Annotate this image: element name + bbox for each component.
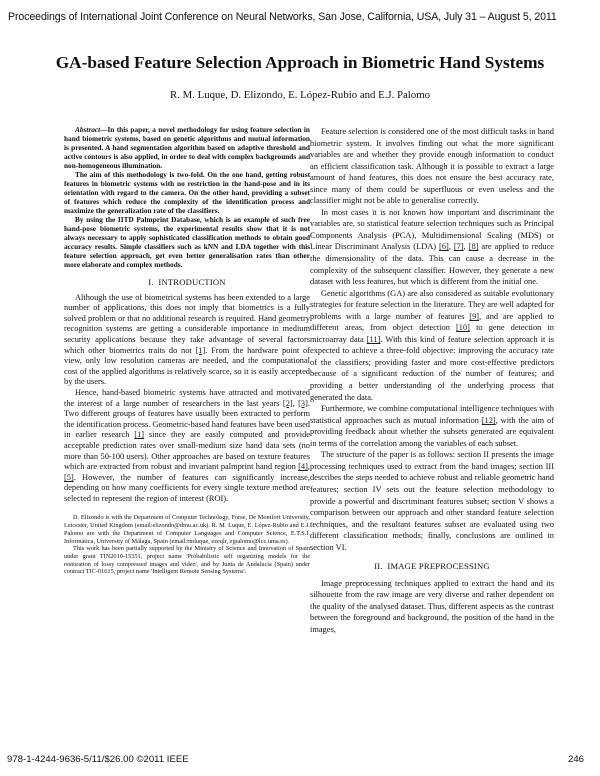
abstract-paragraph [64, 125, 310, 170]
citation-link[interactable]: [7] [453, 242, 464, 252]
citation-link[interactable]: [2] [282, 398, 293, 408]
paper-title: GA-based Feature Selection Approach in Biometric Hand Systems [55, 53, 545, 72]
citation-link[interactable]: [9] [469, 311, 480, 321]
citation-link[interactable]: [1] [134, 430, 145, 440]
abstract-text: In this paper, a novel methodology for using feature selection in hand biometric systems, based on genetic algorithms and mutual information is presented. A hand segmentation algorithm based on adaptive threshold and active contours is also applied, in order to deal with complex backgrounds and non-homogeneous illumination. [64, 125, 310, 170]
citation-link[interactable]: [5] [64, 472, 74, 482]
running-header: Proceedings of International Joint Conference on Neural Networks, San Jose, California, USA, July 31 – August 5, 2011 [8, 11, 557, 23]
citation-link[interactable]: [4] [298, 462, 308, 472]
footnote-funding: This work has been partially supported by the Ministry of Science and Innovation of Spain under grant TIN2010-15351, project name 'Probabilistic self organizing models for the restoration of lossy compressed images and video', and by Junta de Andalucía (Spain) under contract TIC-01615, project name 'Intelligent Remote Sensing Systems'. [64, 545, 310, 576]
abstract-paragraph: By using the IITD Palmprint Database, which is an example of such free hand-pose biometric systems, the experimental results show that it is not always necessary to apply sophisticated classification methods to obtain good accuracy results. Simple classifiers such as kNN and LDA together with this feature selection approach, get even better generalisation rates than other more elaborate and complex methods. [64, 215, 310, 269]
citation-link[interactable]: [6] [439, 242, 449, 252]
footer-isbn: 978-1-4244-9636-5/11/$26.00 ©2011 IEEE [7, 754, 189, 765]
abstract-dash: — [100, 125, 108, 134]
body-paragraph: In most cases it is not known how important and discriminant the variables are, so statistical feature selection techniques such as Principal Components Analysis (PCA), Multidimensional Scaling (MDS) or Linear Discriminant Analysis (LDA) [6], [7], [8] are applied to reduce the dimensionality of the data. This can cause a decrease in the complexity of the subsequent classifier. However, they generate a new dataset with less features, but which is different from the initial one. [310, 207, 554, 287]
citation-link[interactable]: [1] [195, 345, 206, 355]
intro-paragraph: Although the use of biometrical systems has been extended to a large number of applications, this does not imply that biometrics is a fully solved problem or that no additional research is required. Hand geometry recognition systems are getting a considerable importance in medium security applications because they take advantage of several factors which other biometrics traits do not [1]. From the hardware point of view, only low resolution cameras are needed, and the computational cost of the applied algorithms is relatively scarce, so it is easily accepted by the users. [64, 292, 310, 387]
section-heading-image-preprocessing: II. IMAGE PREPROCESSING [374, 561, 490, 572]
citation-link[interactable]: [11] [366, 334, 381, 344]
abstract [64, 125, 310, 269]
footnote-affiliations: D. Elizondo is with the Department of Computer Technology, Forse, De Montfort University, Leicester, United Kingdom (email:elizondo@dmu.ac.uk). R. M. Luque, E. López-Rubio and E.J. Palomo are with the Department of Computer Languages and Computer Science, E.T.S.I. Informática, University of Málaga, Spain (email:rmluque, ezeqlr, ejpalomo@lcc.uma.es). [64, 514, 310, 545]
right-column [310, 126, 554, 636]
body-paragraph: Genetic algorithms (GA) are also considered as suitable evolutionary strategies for feature selection in the literature. They are well adapted for problems with a large number of features [9], and are applied to different areas, from object detection [10] to gene detection in microarray data [11]. With this kind of feature selection approach it is expected to achieve a three-fold objective: improving the accuracy rate of the classifiers; providing faster and more cost-effective predictors because of a significant reduction of the number of features; and providing a better understanding of the underlying process that generated the data. [310, 288, 555, 402]
body-paragraph: Furthermore, we combine computational intelligence techniques with statistical approaches such as mutual information [12], with the aim of providing feedback about whether the subsets generated are equivalent in terms of the correlation among the variables of each subset. [310, 404, 554, 448]
citation-link[interactable]: [3] [298, 398, 308, 408]
body-paragraph: The structure of the paper is as follows: section II presents the image processing techniques used to extract from the hand images; section III describes the steps needed to achieve robust and reliable geometric hand features; section IV sets out the feature selection methodology to provide a powerful and discriminant features subset; section V shows a comparison between our approach and other standard feature selection techniques, and the resultant features subset are evaluated using two different classification methods; finally, conclusions are outlined in section VI. [310, 450, 554, 552]
abstract-label: Abstract [75, 125, 101, 134]
left-column [64, 125, 310, 576]
footnotes [64, 514, 310, 576]
citation-link[interactable]: [8] [468, 242, 479, 252]
section-heading-introduction: I. INTRODUCTION [148, 277, 226, 287]
intro-paragraph: Hence, hand-based biometric systems have attracted and motivated the interest of a large number of researchers in the last years [2], [3]. Two different groups of features have usually been extracted to perform the identification process. Geometric-based hand features have been used in earlier research [1] since they are easily computed and provide acceptable prediction rates over small-medium size hand data sets (no more than 50-100 users). Other approaches are based on texture features which are extracted from robust and invariant palmprint hand region [4], [5]. However, the number of features can significantly increase, depending on how many coefficients for every single texture method are selected to represent the region of interest (ROI). [64, 387, 310, 503]
abstract-paragraph: The aim of this methodology is two-fold. On the one hand, getting robust features in biometric systems with no restriction in the hand-pose and in its orientation with regard to the camera. On the other hand, providing a subset of features which reduce the complexity of the identification process and maximize the generalization rate of the classifiers. [64, 170, 310, 215]
citation-link[interactable]: [10] [456, 323, 470, 333]
body-paragraph: Feature selection is considered one of the most difficult tasks in hand biometric system. It involves finding out what the more significant variables are and whether they provide enough information to conduct an efficient classification task. Although it is possible to extract a large amount of hand features, this does not ensure the best accuracy rate, since many of them could be superfluous or even useless and the classifier might not be able to generalise correctly. [310, 127, 554, 206]
body-paragraph: Image preprocessing techniques applied to extract the hand and its silhouette from the raw image are very diverse and rather dependent on the quality of the analysed dataset. Thus, different aspects as the contrast between the foreground and background, the position of the hand in the images, [310, 578, 554, 634]
paper-authors: R. M. Luque, D. Elizondo, E. López-Rubio and E.J. Palomo [170, 89, 430, 101]
page-number: 246 [568, 754, 585, 765]
citation-link[interactable]: [12] [481, 415, 496, 425]
